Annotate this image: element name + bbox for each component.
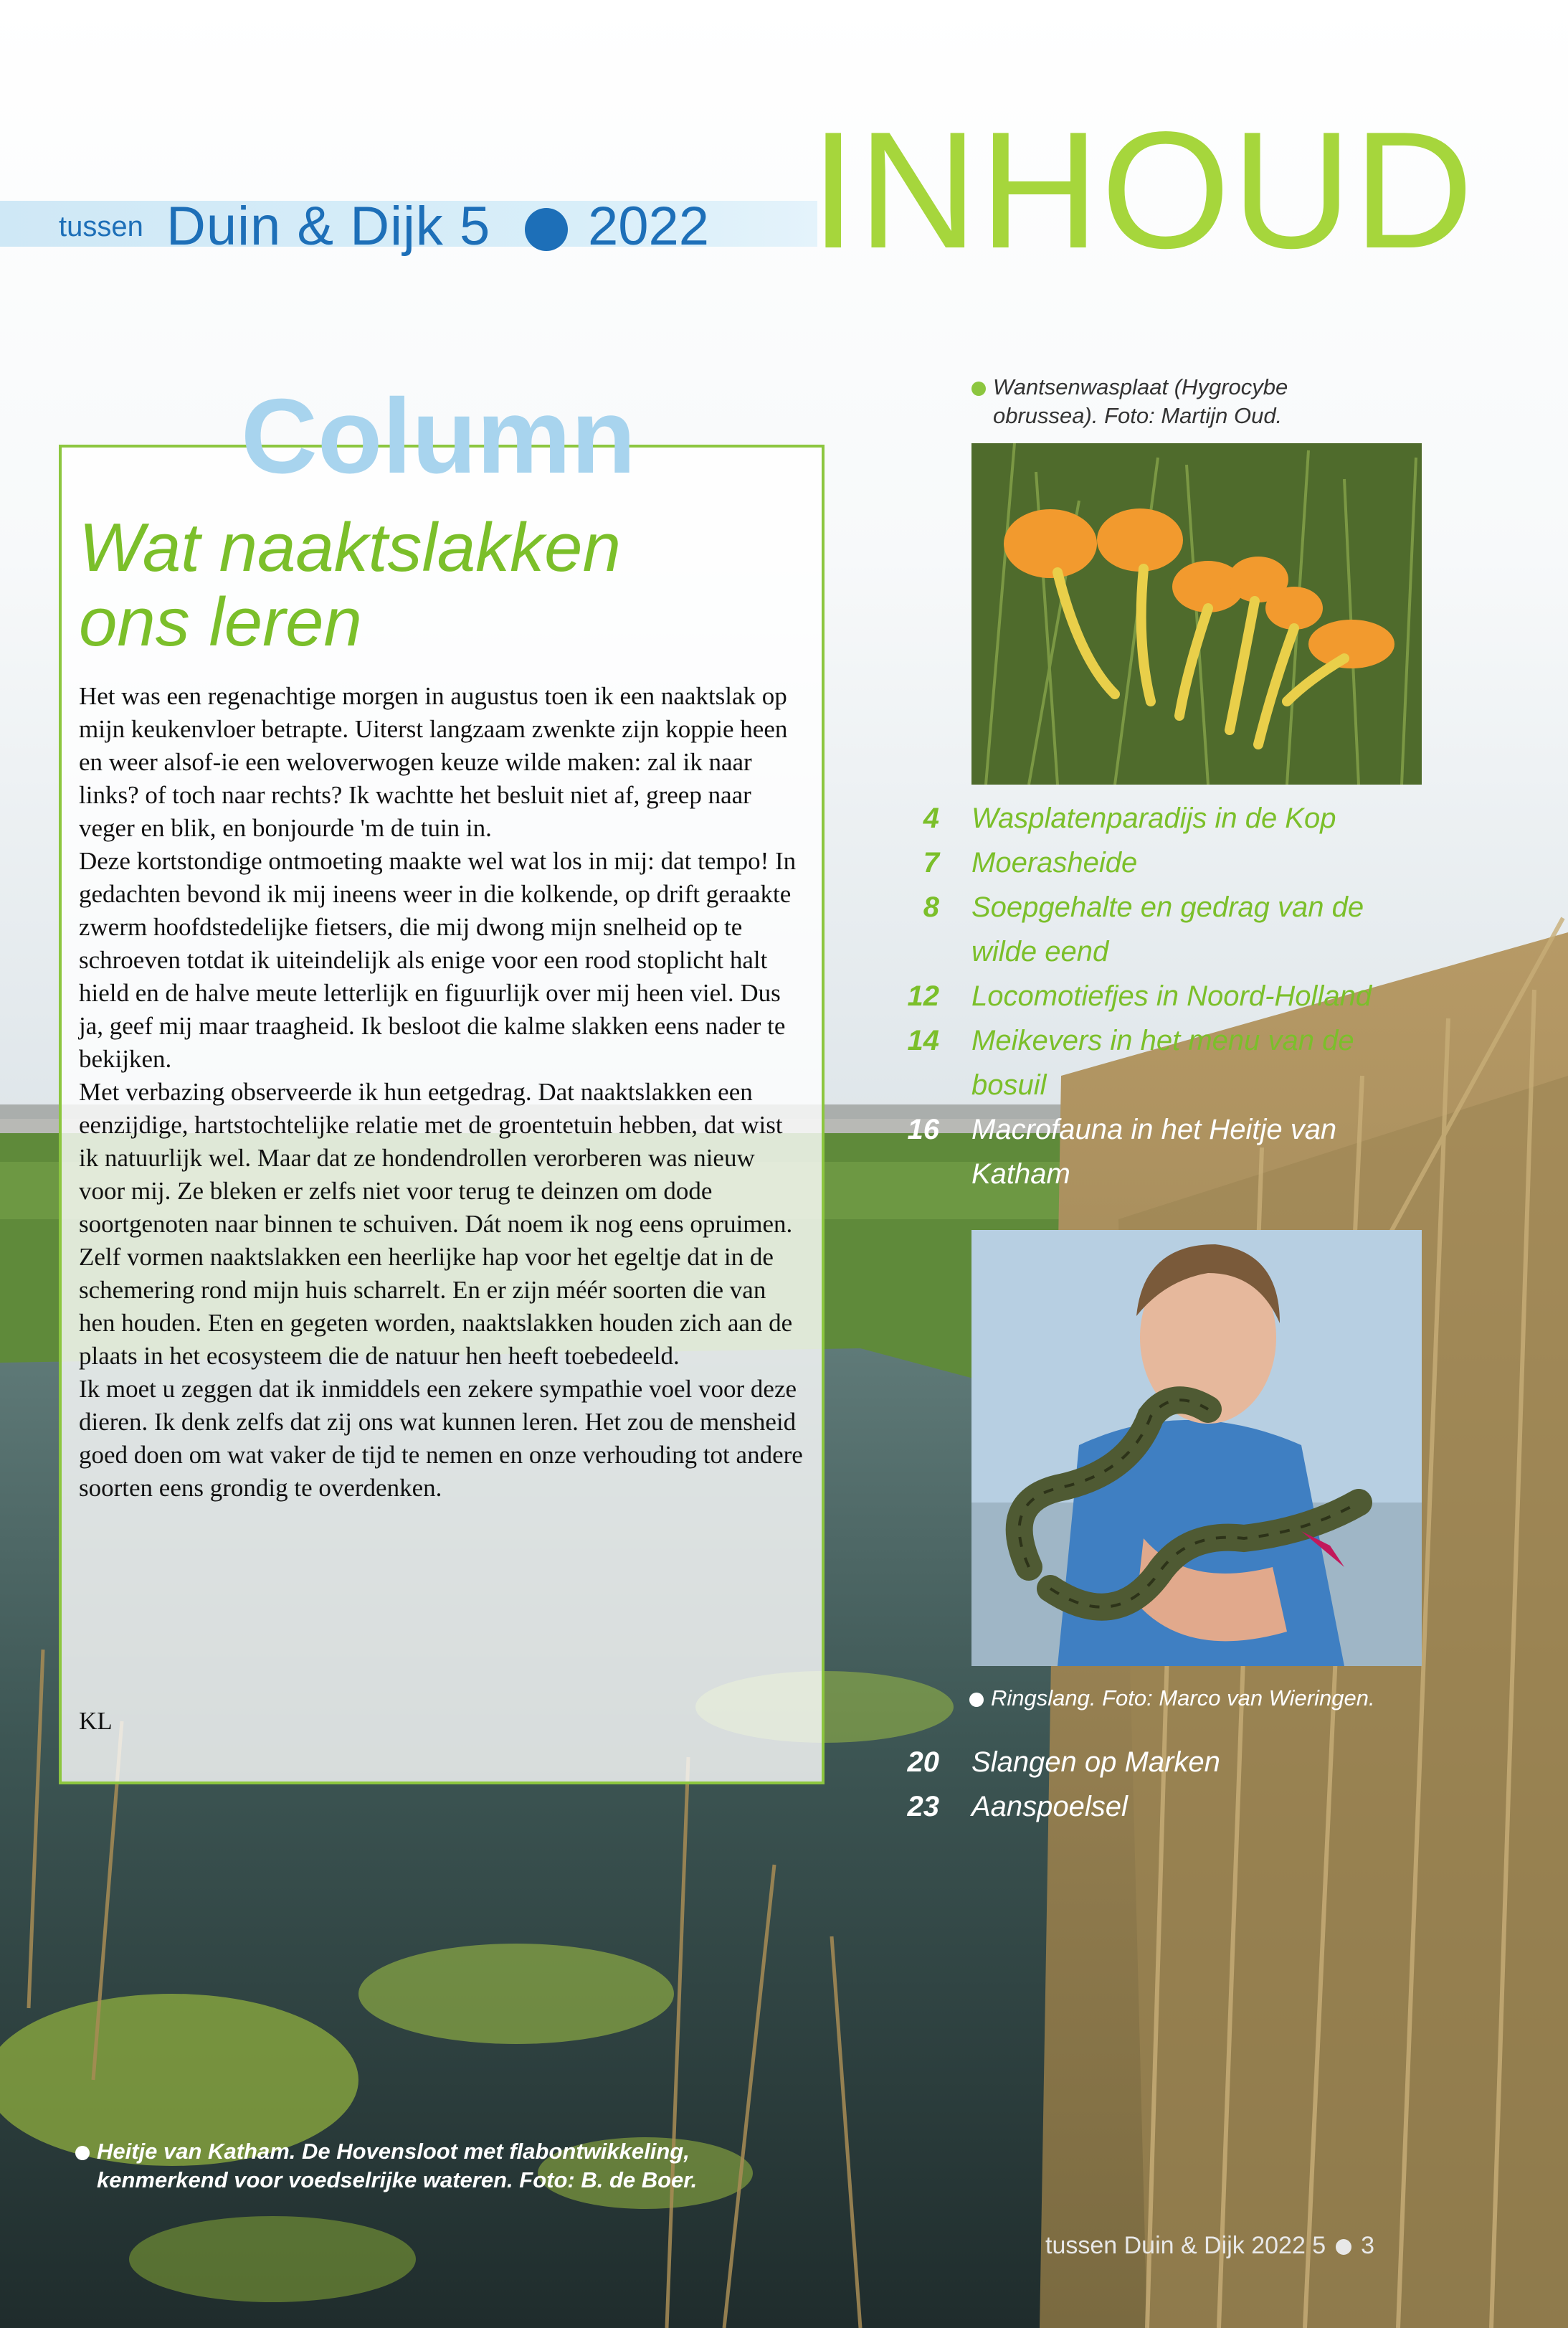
- column-paragraph: Met verbazing observeerde ik hun eetgedrag. Dat naaktslakken een eenzijdige, hartstochtelijke relatie met de groentetuin hebben, dat wist ik natuurlijk wel. Maar dat ze hondendrollen verorberen was nieuw voor mij. Ze bleken er zelfs niet voor terug te deinzen om dode soortgenoten naar binnen te schuiven. Dát noem ik nog eens opruimen.: [79, 1078, 793, 1238]
- toc-page-number: 23: [907, 1791, 939, 1822]
- toc-title: Wasplatenparadijs in de Kop: [971, 803, 1336, 834]
- toc-title: Macrofauna in het Heitje van Katham: [971, 1114, 1337, 1190]
- column-label: Column: [241, 377, 636, 496]
- mushroom-caption-line-2: obrussea). Foto: Martijn Oud.: [993, 403, 1283, 428]
- toc-page-number: 20: [907, 1746, 939, 1778]
- footer-dot-icon: [1336, 2239, 1351, 2255]
- column-paragraph: Het was een regenachtige morgen in augustus toen ik een naaktslak op mijn keukenvloer betrapte. Uiterst langzaam zwenkte zijn koppie heen en weer alsof-ie een weloverwogen keuze wilde maken: zal ik naar links? of toch naar rechts? Ik wachtte het besluit niet af, greep naar veger en blik, en bonjourde 'm de tuin in.: [79, 682, 788, 842]
- column-signature: KL: [79, 1707, 113, 1735]
- footer-page-number: 3: [1361, 2232, 1375, 2259]
- toc-page-number: 16: [907, 1114, 939, 1145]
- toc-title: Slangen op Marken: [971, 1746, 1220, 1778]
- toc-title: Soepgehalte en gedrag van de wilde eend: [971, 891, 1364, 967]
- bullet-icon: [971, 382, 986, 396]
- mushroom-caption-line-1: Wantsenwasplaat (Hygrocybe: [993, 374, 1288, 399]
- section-title-inhoud: INHOUD: [810, 98, 1476, 283]
- snake-photo: [971, 1230, 1422, 1666]
- toc-title: Aanspoelsel: [971, 1791, 1128, 1822]
- page-footer: [1045, 2232, 1374, 2260]
- column-heading-line-1: Wat naaktslakken: [79, 509, 621, 586]
- toc-page-number: 8: [923, 891, 939, 923]
- column-paragraph: Zelf vormen naaktslakken een heerlijke hap voor het egeltje dat in de schemering rond mijn huis scharrelt. En er zijn méér soorten die van hen houden. Eten en gegeten worden, naaktslakken houden zich aan de plaats in het ecosysteem die de natuur hen heeft toebedeeld.: [79, 1243, 793, 1370]
- toc-page-number: 7: [923, 847, 939, 879]
- column-heading-line-2: ons leren: [79, 583, 362, 661]
- toc-page-number: 4: [923, 803, 939, 834]
- header-dot-icon: [525, 208, 568, 251]
- toc-title: Meikevers in het menu van de bosuil: [971, 1025, 1354, 1101]
- toc-page-number: 14: [907, 1025, 939, 1056]
- landscape-caption: Heitje van Katham. De Hovensloot met flabontwikkeling, kenmerkend voor voedselrijke wateren. Foto: B. de Boer.: [75, 2137, 792, 2195]
- toc-page-number: 12: [907, 980, 939, 1012]
- toc-title: Locomotiefjes in Noord-Holland: [971, 980, 1372, 1012]
- bullet-icon: [969, 1693, 984, 1707]
- mushroom-caption: [971, 373, 1373, 430]
- header-series-prefix: tussen: [59, 211, 143, 242]
- bullet-icon: [75, 2146, 90, 2160]
- column-paragraph: Deze kortstondige ontmoeting maakte wel wat los in mij: dat tempo! In gedachten bevond ik mij ineens weer in die kolkende, op drift geraakte zwerm hoofdstedelijke fietsers, die mij dwong mijn snelheid op te schroeven totdat ik uiteindelijk als enige voor een rood stoplicht halt hield en de halve meute letterlijk en figuurlijk over mij heen viel. Dus ja, geef mij maar traagheid. Ik besloot die kalme slakken eens nader te bekijken.: [79, 847, 797, 1073]
- footer-magazine: tussen Duin & Dijk 2022 5: [1045, 2232, 1326, 2259]
- column-paragraph: Ik moet u zeggen dat ik inmiddels een zekere sympathie voel voor deze dieren. Ik denk zelfs dat zij ons wat kunnen leren. Het zou de mensheid goed doen om wat vaker de tijd te nemen en onze verhouding tot andere soorten eens grondig te overdenken.: [79, 1375, 803, 1502]
- header-year: 2022: [588, 196, 710, 257]
- header-magazine-title: Duin & Dijk 5: [166, 196, 491, 257]
- toc-title: Moerasheide: [971, 847, 1138, 879]
- snake-caption: Ringslang. Foto: Marco van Wieringen.: [969, 1685, 1428, 1711]
- column-body: [79, 680, 803, 1505]
- column-heading: [79, 511, 796, 659]
- mushroom-photo: [971, 443, 1422, 785]
